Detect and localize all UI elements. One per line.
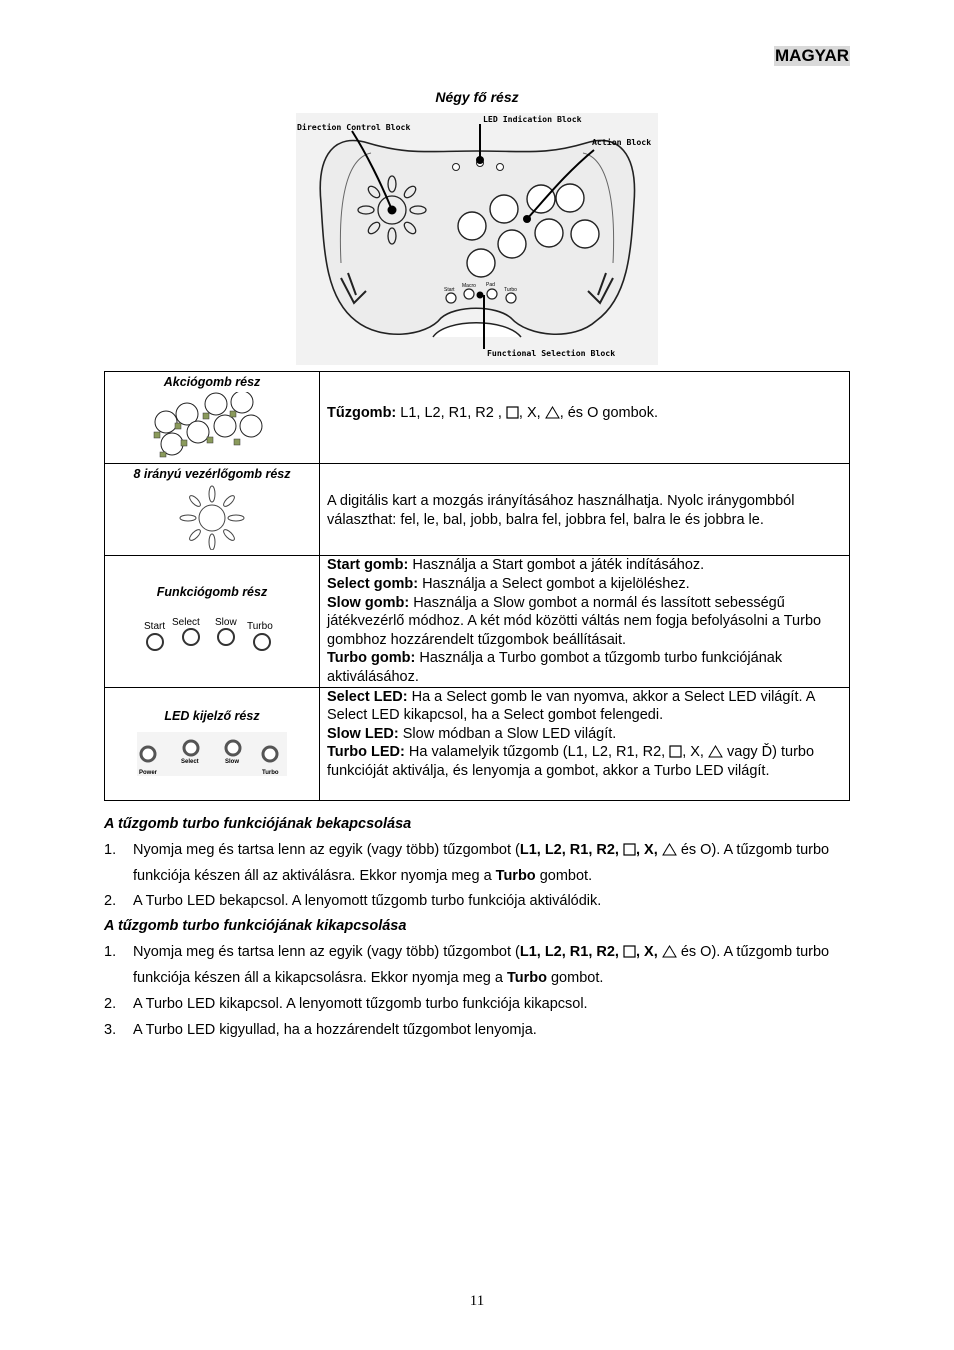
row-title: 8 irányú vezérlőgomb rész — [133, 467, 291, 482]
list-number: 1. — [104, 944, 117, 960]
desc-text: Ha valamelyik tűzgomb (L1, L2, R1, R2, — [404, 744, 670, 761]
list-item-text — [133, 837, 854, 889]
pad-label-start: Start — [444, 287, 455, 293]
item-bold: , X, — [636, 842, 662, 858]
led-label-turbo: Turbo — [262, 770, 279, 777]
item-text: Nyomja meg és tartsa lenn az egyik (vagy több) tűzgombot ( — [133, 944, 520, 960]
table-row — [105, 372, 850, 464]
row-title: Akciógomb rész — [163, 375, 261, 389]
table-cell-left — [105, 687, 320, 800]
desc-label: Start gomb: — [327, 557, 409, 574]
list-number: 2. — [104, 893, 117, 909]
start-button-desc — [327, 556, 843, 575]
desc-label: Slow LED: — [327, 725, 399, 742]
fire-button-text: , X, — [518, 405, 545, 422]
turbo-led-desc — [327, 743, 843, 780]
section-title-turbo-on: A tűzgomb turbo funkciójának bekapcsolása — [104, 816, 412, 832]
table-row — [105, 556, 850, 687]
list-item — [104, 991, 854, 1017]
desc-text: vagy Ď) turbo funkcióját aktiválja, és lenyomja a gombot, akkor a Turbo LED világít. — [327, 744, 815, 779]
item-text: gombot. — [535, 868, 593, 884]
led-label-slow: Slow — [225, 759, 240, 766]
list-item-text: A Turbo LED kikapcsol. A lenyomott tűzgomb turbo funkciója kikapcsol. — [133, 996, 588, 1012]
desc-text: Használja a Select gombot a kijelöléshez. — [418, 575, 690, 592]
list-item-text: A Turbo LED kigyullad, ha a hozzárendelt tűzgombot lenyomja. — [133, 1022, 537, 1038]
item-bold: L1, L2, R1, R2, — [519, 842, 623, 858]
triangle-icon — [662, 843, 677, 856]
list-number: 3. — [104, 1022, 117, 1038]
item-text: és O). A tűzgomb turbo funkciója készen áll a kikapcsolásra. Ekkor nyomja meg a — [133, 944, 830, 986]
item-text: Nyomja meg és tartsa lenn az egyik (vagy több) tűzgombot ( — [133, 842, 520, 858]
table-row — [105, 464, 850, 556]
triangle-icon — [708, 745, 723, 758]
language-label: MAGYAR — [775, 46, 849, 65]
triangle-icon — [662, 945, 677, 958]
square-icon — [506, 406, 519, 419]
table-cell-right — [320, 372, 850, 464]
function-label-slow: Slow — [215, 616, 237, 628]
led-label-select: Select — [181, 759, 199, 766]
gamepad-diagram — [296, 113, 658, 365]
pad-label-macro: Macro — [462, 283, 476, 289]
item-text: gombot. — [546, 970, 604, 986]
table-cell-left — [105, 372, 320, 464]
desc-text: Slow módban a Slow LED világít. — [398, 725, 617, 742]
item-bold: L1, L2, R1, R2, — [519, 944, 623, 960]
list-item — [104, 837, 854, 889]
table-row — [105, 687, 850, 800]
desc-label: Select LED: — [327, 688, 408, 705]
item-text: és O). A tűzgomb turbo funkciója készen áll az aktiválásra. Ekkor nyomja meg a — [133, 842, 830, 884]
desc-label: Turbo LED: — [327, 744, 405, 761]
row-title: Funkciógomb rész — [156, 585, 268, 600]
led-indicators-icon — [137, 732, 287, 776]
function-label-turbo: Turbo — [247, 620, 273, 632]
slow-led-desc — [327, 725, 843, 744]
select-led-desc — [327, 688, 843, 725]
square-icon — [623, 945, 636, 958]
callout-direction: Direction Control Block — [297, 122, 411, 132]
table-cell-right — [320, 687, 850, 800]
triangle-icon — [545, 406, 560, 419]
desc-text: Használja a Turbo gombot a tűzgomb turbo funkciójának aktiválásához. — [327, 650, 783, 685]
table-cell-right — [320, 464, 850, 556]
callout-action: Action Block — [592, 137, 652, 147]
square-icon — [623, 843, 636, 856]
slow-button-desc — [327, 594, 843, 650]
desc-text: Használja a Start gombot a játék indításához. — [408, 557, 705, 574]
desc-label: Turbo gomb: — [327, 650, 416, 667]
function-buttons-icon — [142, 615, 282, 655]
select-button-desc — [327, 575, 843, 594]
page-number: 11 — [469, 1293, 485, 1309]
callout-led: LED Indication Block — [483, 114, 582, 124]
pad-label-pad: Pad — [486, 282, 495, 288]
list-item — [104, 939, 854, 991]
features-table — [104, 371, 850, 801]
list-item — [104, 1017, 854, 1043]
callout-functional: Functional Selection Block — [487, 348, 616, 358]
list-item-text: A Turbo LED bekapcsol. A lenyomott tűzgomb turbo funkciója aktiválódik. — [133, 893, 602, 909]
list-item — [104, 888, 854, 914]
desc-text: Ha a Select gomb le van nyomva, akkor a Select LED világít. A Select LED kikapcsol, ha a Select gombot felengedi. — [327, 688, 815, 724]
section-title-turbo-off: A tűzgomb turbo funkciójának kikapcsolása — [104, 918, 407, 934]
desc-label: Select gomb: — [327, 575, 419, 592]
list-item-text — [133, 939, 854, 991]
fire-button-label: Tűzgomb: — [327, 405, 397, 422]
square-icon — [669, 745, 682, 758]
direction-pad-icon — [176, 484, 248, 550]
list-number: 2. — [104, 996, 117, 1012]
list-number: 1. — [104, 842, 117, 858]
action-buttons-icon — [152, 392, 272, 458]
row-title: LED kijelző rész — [164, 708, 260, 723]
function-label-start: Start — [144, 620, 166, 632]
item-bold: , X, — [636, 944, 662, 960]
led-label-power: Power — [139, 770, 158, 777]
function-label-select: Select — [172, 616, 200, 628]
turbo-button-desc — [327, 649, 843, 686]
desc-text: Használja a Slow gombot a normál és lassított sebességű játékvezérlő módhoz. A két mód közötti váltás nem fogja befolyásolni a Turbo gombhoz hozzárendelt tűzgombok beállításait. — [327, 594, 822, 648]
pad-label-turbo: Turbo — [504, 287, 517, 293]
item-bold: Turbo — [506, 970, 547, 986]
direction-description: A digitális kart a mozgás irányításához használhatja. Nyolc iránygombból választhat: fel, le, bal, jobb, balra fel, jobbra fel, balra le és jobbra le. — [327, 493, 795, 528]
table-cell-right — [320, 556, 850, 687]
desc-label: Slow gomb: — [327, 594, 410, 611]
figure-title: Négy fő rész — [435, 89, 519, 105]
item-bold: Turbo — [495, 868, 536, 884]
table-cell-left — [105, 556, 320, 687]
desc-text: , X, — [682, 744, 708, 761]
fire-button-text: , és O gombok. — [559, 405, 659, 422]
table-cell-left — [105, 464, 320, 556]
fire-button-text: L1, L2, R1, R2 , — [396, 405, 506, 422]
